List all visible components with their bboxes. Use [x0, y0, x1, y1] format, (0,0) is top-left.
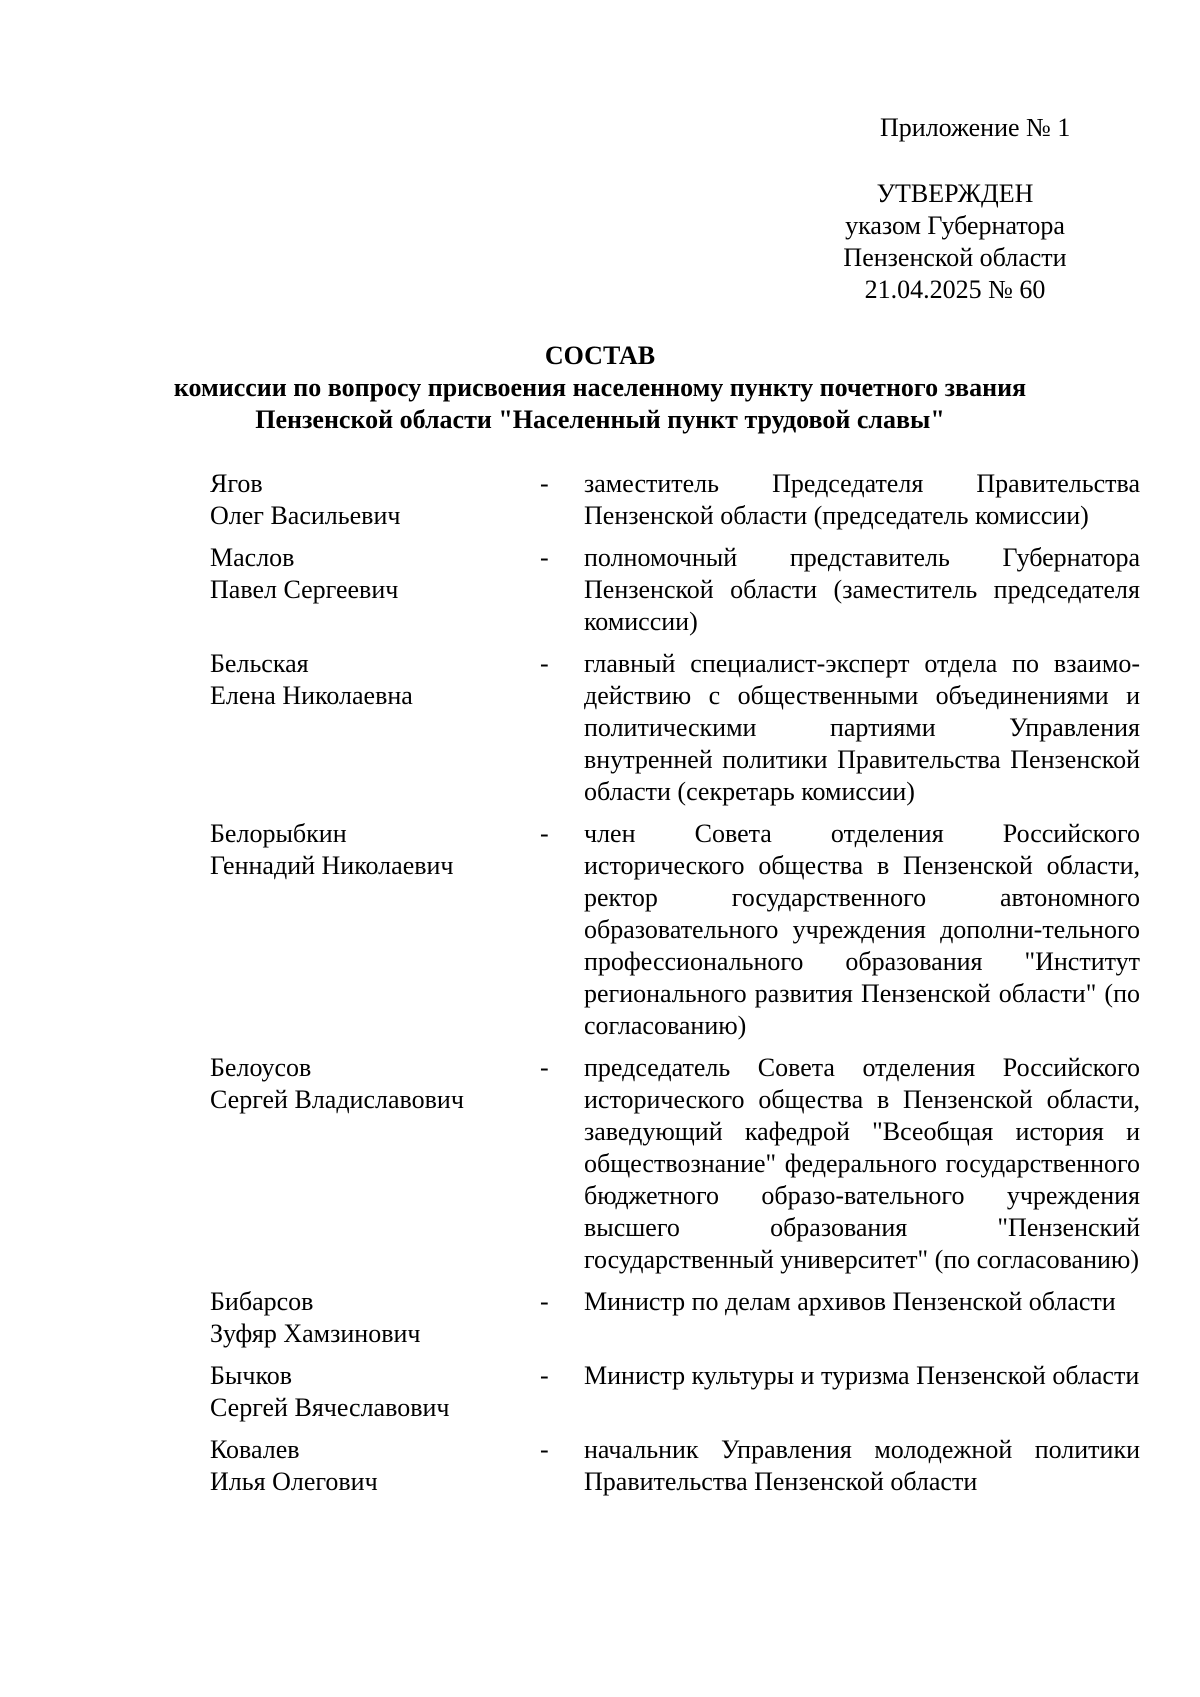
member-dash: -: [540, 819, 549, 848]
member-role: председатель Совета отделения Российского исторического общества в Пензенской области, заведующий кафедрой "Всеобщая история и обществознание" федерального государственного бюджетного образо-вательного учреждения высшего образования "Пензенский государственный университет" (по согласованию): [584, 1053, 1140, 1274]
member-row: [210, 1286, 1140, 1350]
member-role: член Совета отделения Российского исторического общества в Пензенской области, ректор государственного автономного образовательного учреждения дополни-тельного профессионального образования "Институт регионального развития Пензенской области" (по согласованию): [584, 819, 1140, 1040]
member-row: [210, 648, 1140, 808]
member-name: [210, 1434, 540, 1498]
member-row: [210, 818, 1140, 1042]
member-surname: Маслов: [210, 543, 295, 572]
member-role: Министр культуры и туризма Пензенской области: [584, 1361, 1140, 1390]
member-given-name: Сергей Вячеславович: [210, 1393, 450, 1422]
member-dash: -: [540, 469, 549, 498]
member-role: Министр по делам архивов Пензенской области: [584, 1287, 1116, 1316]
member-given-name: Олег Васильевич: [210, 501, 401, 530]
title-line-3: Пензенской области "Населенный пункт трудовой славы": [255, 405, 945, 434]
approved-stamp: [820, 178, 1090, 306]
member-surname: Белорыбкин: [210, 819, 347, 848]
approval-block: [820, 112, 1150, 306]
member-dash: -: [540, 1361, 549, 1390]
member-name: [210, 542, 540, 638]
member-row: [210, 542, 1140, 638]
member-row: [210, 468, 1140, 532]
member-given-name: Зуфяр Хамзинович: [210, 1319, 421, 1348]
member-role: главный специалист-эксперт отдела по взаимо-действию с общественными объединениями и политическими партиями Управления внутренней политики Правительства Пензенской области (секретарь комиссии): [584, 649, 1140, 806]
member-name: [210, 648, 540, 808]
approved-date-number: 21.04.2025 № 60: [864, 275, 1046, 304]
title-line-2: комиссии по вопросу присвоения населенному пункту почетного звания: [173, 373, 1027, 402]
member-row: [210, 1434, 1140, 1498]
member-name: [210, 1360, 540, 1424]
member-row: [210, 1052, 1140, 1276]
member-dash: -: [540, 1053, 549, 1082]
member-role: полномочный представитель Губернатора Пензенской области (заместитель председателя комиссии): [584, 543, 1140, 636]
member-surname: Бычков: [210, 1361, 293, 1390]
member-dash: -: [540, 1435, 549, 1464]
member-surname: Белоусов: [210, 1053, 312, 1082]
member-surname: Бибарсов: [210, 1287, 314, 1316]
member-dash: -: [540, 1287, 549, 1316]
member-given-name: Елена Николаевна: [210, 681, 413, 710]
approved-region: Пензенской области: [843, 243, 1067, 272]
member-name: [210, 818, 540, 1042]
appendix-label: Приложение № 1: [880, 113, 1071, 142]
member-role: начальник Управления молодежной политики Правительства Пензенской области: [584, 1435, 1140, 1496]
member-row: [210, 1360, 1140, 1424]
member-surname: Ковалев: [210, 1435, 300, 1464]
member-dash: -: [540, 649, 549, 678]
member-given-name: Сергей Владиславович: [210, 1085, 464, 1114]
approved-by-decree: указом Губернатора: [845, 211, 1065, 240]
member-dash: -: [540, 543, 549, 572]
member-given-name: Илья Олегович: [210, 1467, 378, 1496]
member-given-name: Геннадий Николаевич: [210, 851, 454, 880]
member-surname: Бельская: [210, 649, 309, 678]
title-line-1: СОСТАВ: [544, 341, 656, 370]
member-role: заместитель Председателя Правительства Пензенской области (председатель комиссии): [584, 469, 1140, 530]
member-name: [210, 468, 540, 532]
member-surname: Ягов: [210, 469, 263, 498]
document-title: [150, 340, 1050, 436]
member-name: [210, 1052, 540, 1276]
approved-word: УТВЕРЖДЕН: [876, 179, 1034, 208]
members-list: [210, 468, 1140, 1508]
member-given-name: Павел Сергеевич: [210, 575, 399, 604]
member-name: [210, 1286, 540, 1350]
